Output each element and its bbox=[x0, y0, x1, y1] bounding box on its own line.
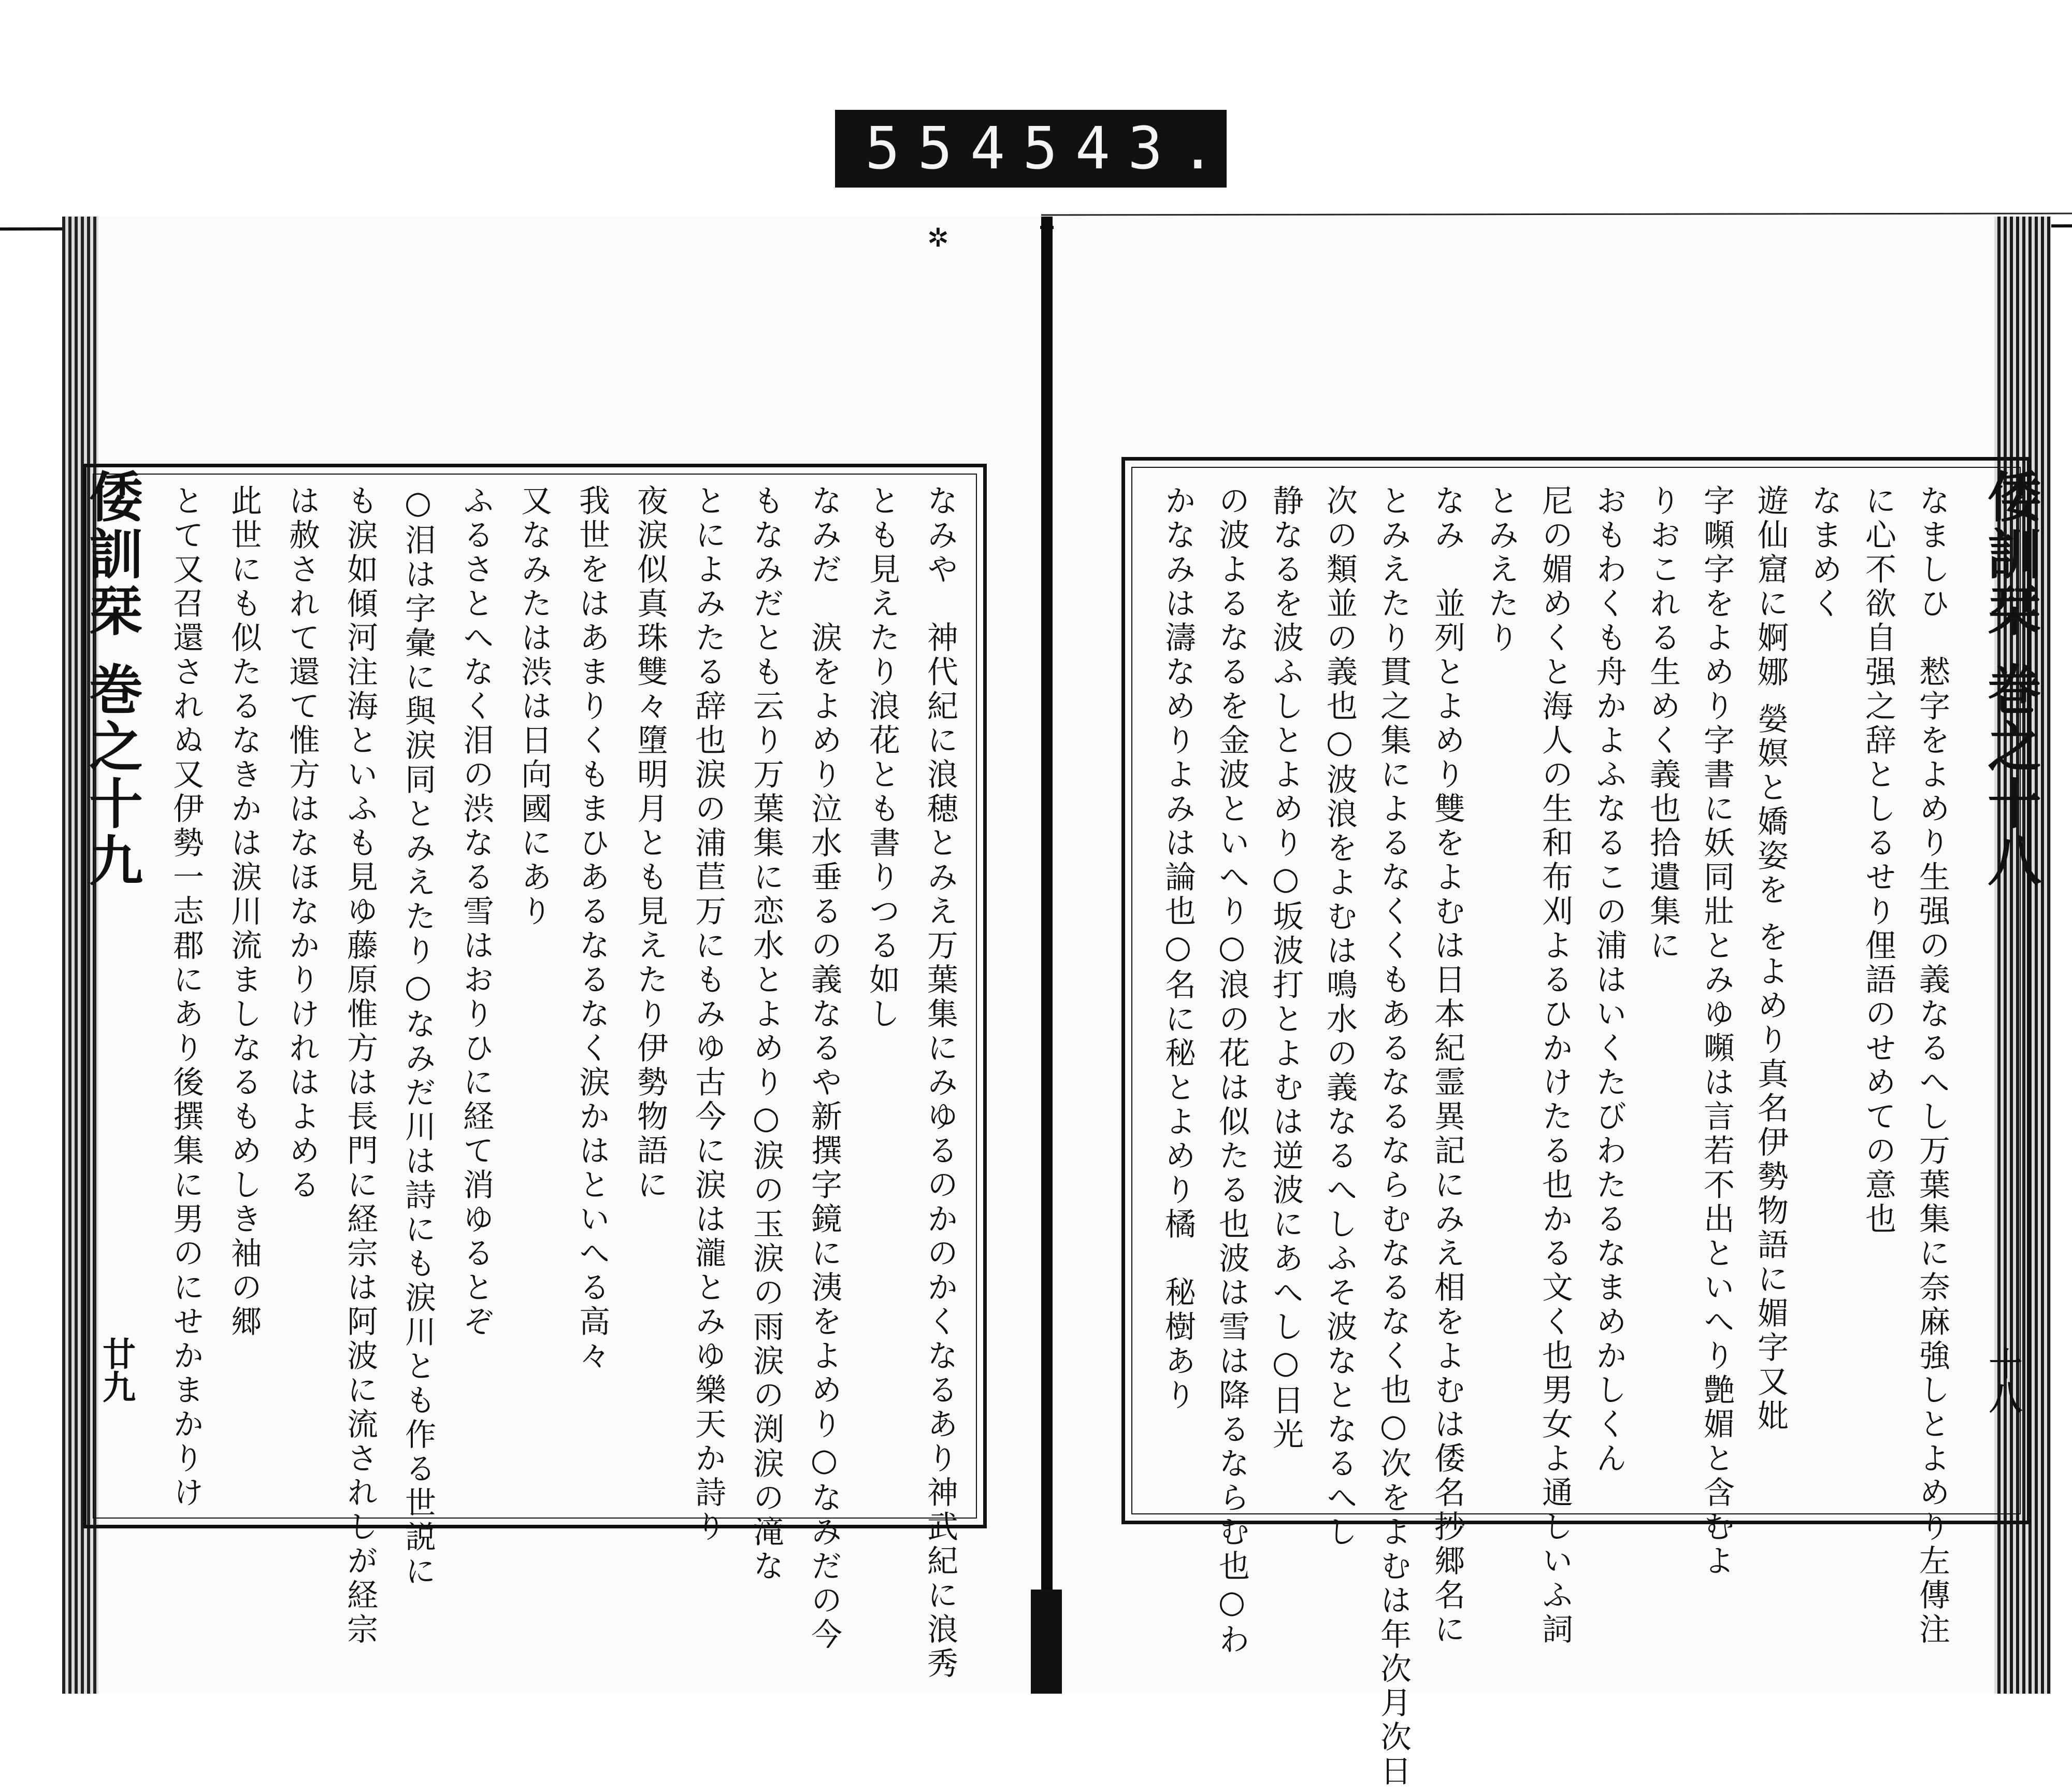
left-page-gutter-title: 倭訓栞 巻之十九 bbox=[80, 469, 143, 890]
text-column: ふるさとへなく泪の渋なる雪はおりひに経て消ゆるとぞ bbox=[458, 484, 494, 1339]
text-column: なましひ 慭字をよめり生强の義なるへし万葉集に奈麻強しとよめり左傳注 bbox=[1914, 484, 1950, 1647]
book-spine-foot bbox=[1031, 1590, 1062, 1694]
text-column: の波よるなるを金波といへり○浪の花は似たる也波は雪は降るならむ也○わ bbox=[1214, 484, 1250, 1657]
text-column: 此世にも似たるなきかは涙川流ましなるもめしき袖の郷 bbox=[226, 484, 262, 1339]
text-column: 我世をはあまりくもまひあるなるなく涙かはといへる高々 bbox=[574, 484, 610, 1373]
text-column: とて又召還されぬ又伊勢一志郡にあり後撰集に男のにせかまかりけ bbox=[168, 484, 204, 1510]
text-column: とによみたる辞也涙の浦苣万にもみゆ古今に涙は瀧とみゆ樂天か詩り bbox=[690, 484, 726, 1544]
text-column: も涙如傾河注海といふも見ゆ藤原惟方は長門に経宗は阿波に流されしが経宗 bbox=[342, 484, 378, 1647]
text-column: 尼の媚めくと海人の生和布刈よるひかけたる也かる文く也男女よ通しいふ詞 bbox=[1537, 484, 1573, 1647]
text-column: なみや 神代紀に浪穂とみえ万葉集にみゆるのかのかくなるあり神武紀に浪秀 bbox=[922, 484, 958, 1681]
catalogue-number-left: 554 bbox=[865, 115, 1023, 182]
text-column: かなみは濤なめりよみは論也○名に秘とよめり橘 秘樹あり bbox=[1160, 484, 1196, 1413]
text-column: おもわくも舟かよふなるこの浦はいくたびわたるなまめかしくん bbox=[1591, 484, 1627, 1476]
right-page-folio: 十八 bbox=[1983, 1347, 2022, 1413]
book-spine bbox=[1041, 217, 1053, 1694]
text-column: 静なるを波ふしとよめり○坂波打とよむは逆波にあへし○日光 bbox=[1268, 484, 1304, 1452]
text-column: 遊仙窟に婀娜 嫈嫇と嬌姿を をよめり真名伊勢物語に媚字又妣 bbox=[1752, 484, 1789, 1434]
text-column: は赦されて還て惟方はなほなかりけれはよめる bbox=[284, 484, 320, 1203]
text-column: なまめく bbox=[1806, 484, 1843, 621]
text-column: とみえたり貫之集によるなくくもあるなるならむなるなく也○次をよむは年次月次日 bbox=[1375, 484, 1412, 1789]
text-column: 夜涙似真珠雙々墮明月とも見えたり伊勢物語に bbox=[632, 484, 668, 1203]
left-page-folio: 廿九 bbox=[97, 1337, 136, 1403]
text-column: とみえたり bbox=[1483, 484, 1519, 655]
right-page-gutter-title: 倭訓栞 巻之十八 bbox=[1978, 469, 2042, 890]
catalogue-number-right: 543. bbox=[1023, 115, 1233, 182]
text-column: なみ 並列とよめり雙をよむは日本紀霊異記にみえ相をよむは倭名抄郷名に bbox=[1429, 484, 1465, 1647]
catalogue-number-label bbox=[835, 110, 1233, 188]
text-column: もなみだとも云り万葉集に恋水とよめり○涙の玉涙の雨涙の渕涙の滝な bbox=[748, 484, 784, 1584]
text-column: とも見えたり浪花とも書りつる如し bbox=[864, 484, 900, 1032]
text-column: なみだ 涙をよめり泣水垂るの義なるや新撰字鏡に洟をよめり○なみだの今 bbox=[806, 484, 842, 1652]
text-column: 又なみたは渋は日向國にあり bbox=[516, 484, 552, 929]
text-column: りおこれる生めく義也拾遺集に bbox=[1645, 484, 1681, 963]
page-blot: ✲ bbox=[927, 223, 949, 253]
text-column: 字嚬字をよめり字書に妖同壯とみゆ嚬は言若不出といへり艶媚と含むよ bbox=[1699, 484, 1735, 1579]
text-column: ○泪は字彙に與涙同とみえたり○なみだ川は詩にも涙川とも作る世説に bbox=[400, 484, 436, 1589]
text-column: に心不欲自强之辞としるせり俚語のせめての意也 bbox=[1860, 484, 1896, 1237]
text-column: 次の類並の義也○波浪をよむは鳴水の義なるへしふそ波なとなるへし bbox=[1321, 484, 1358, 1550]
